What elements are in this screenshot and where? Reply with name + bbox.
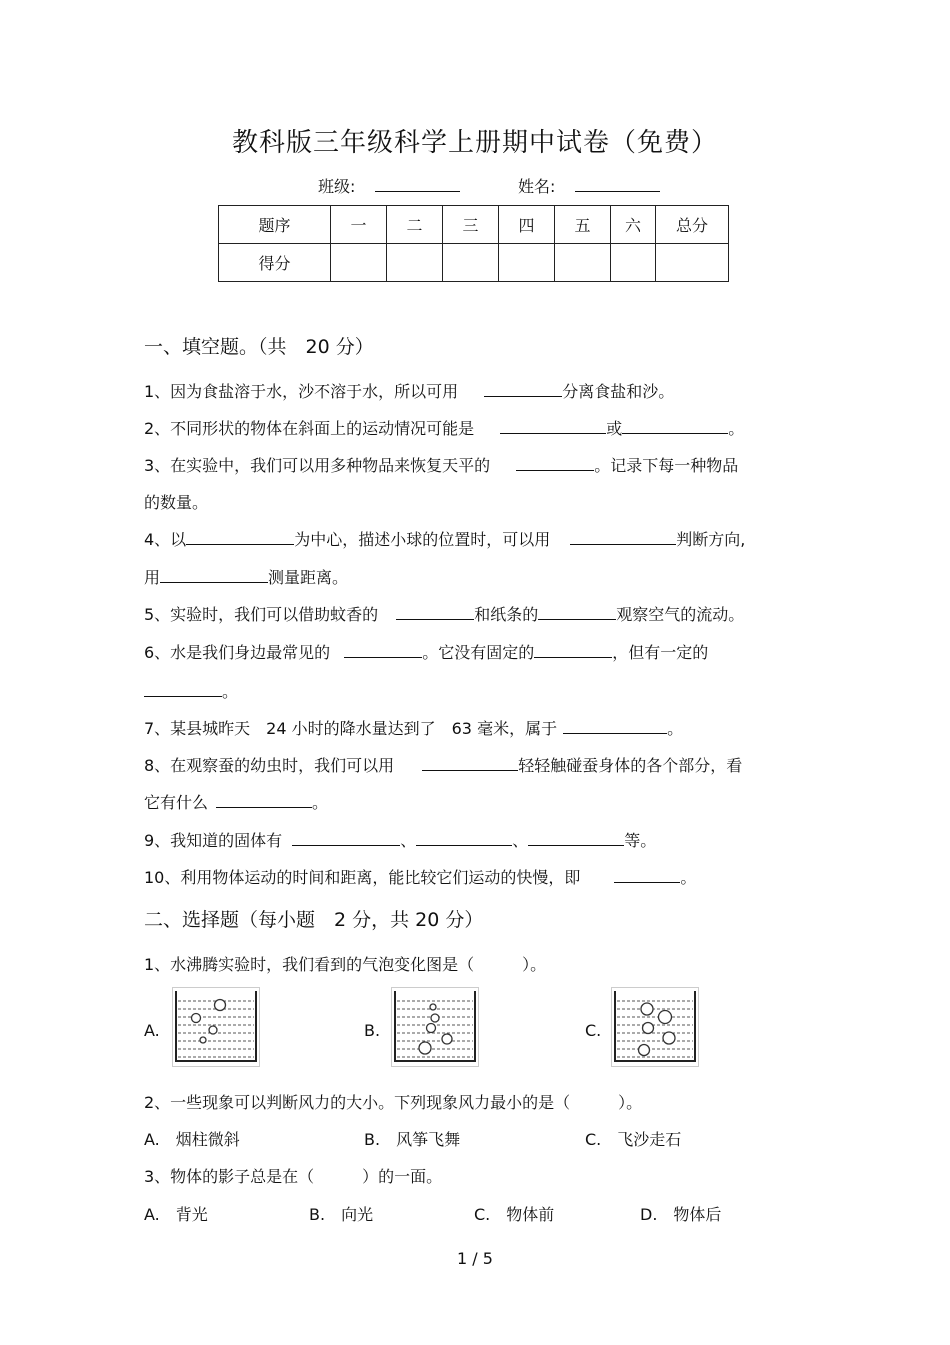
answer-blank[interactable] — [538, 605, 616, 620]
page-title: 教科版三年级科学上册期中试卷（免费） — [231, 128, 718, 158]
score-cell: 六 — [611, 206, 656, 244]
question-text: 、 — [400, 831, 417, 850]
score-table-score-row — [219, 244, 729, 282]
question-text: 用 — [144, 568, 161, 587]
question-text: 观察空气的流动。 — [616, 605, 745, 624]
question-text: 10、利用物体运动的时间和距离，能比较它们运动的快慢，即 — [144, 868, 581, 887]
question-text: 6、水是我们身边最常见的 — [144, 643, 331, 662]
answer-blank[interactable] — [396, 605, 474, 620]
question-text: 、 — [512, 831, 529, 850]
question-text: 5、实验时，我们可以借助蚊香的 — [144, 605, 379, 624]
answer-blank[interactable] — [216, 793, 312, 808]
s1-question-2 — [144, 416, 744, 439]
answer-blank[interactable] — [516, 456, 594, 471]
question-text: 轻轻触碰蚕身体的各个部分，看 — [518, 756, 743, 775]
beaker-a-image — [172, 987, 260, 1067]
answer-blank[interactable] — [622, 419, 728, 434]
answer-blank[interactable] — [422, 756, 518, 771]
s1-question-8 — [144, 753, 742, 776]
question-text: 。 — [680, 868, 697, 887]
option-b[interactable]: B. 风筝飞舞 — [364, 1130, 461, 1149]
score-input-cell[interactable] — [555, 244, 611, 282]
question-text: 。记录下每一种物品 — [594, 456, 739, 475]
question-text: 测量距离。 — [268, 568, 349, 587]
option-b-label[interactable]: B. — [364, 1021, 381, 1040]
score-input-cell[interactable] — [611, 244, 656, 282]
score-table — [218, 205, 729, 282]
s1-question-1 — [144, 379, 674, 402]
score-cell: 三 — [443, 206, 499, 244]
score-cell: 题序 — [219, 206, 331, 244]
question-text: 2、不同形状的物体在斜面上的运动情况可能是 — [144, 419, 475, 438]
answer-blank[interactable] — [484, 382, 562, 397]
answer-blank[interactable] — [160, 568, 268, 583]
question-text: 7、某县城昨天 24 小时的降水量达到了 63 毫米，属于 — [144, 719, 558, 738]
question-text: 分离食盐和沙。 — [562, 382, 675, 401]
score-cell: 总分 — [656, 206, 729, 244]
answer-blank[interactable] — [500, 419, 606, 434]
question-text: 或 — [606, 419, 623, 438]
option-a[interactable]: A. 烟柱微斜 — [144, 1130, 240, 1149]
s1-question-5 — [144, 602, 744, 625]
score-input-cell[interactable] — [443, 244, 499, 282]
question-text: 。 — [312, 793, 329, 812]
class-label: 班级: — [318, 177, 356, 196]
s1-question-3-cont: 的数量。 — [144, 493, 209, 512]
option-c[interactable]: C. 物体前 — [474, 1205, 555, 1224]
s1-question-3 — [144, 453, 738, 476]
page-number: 1 / 5 — [457, 1249, 493, 1268]
answer-blank[interactable] — [292, 831, 400, 846]
answer-blank[interactable] — [570, 530, 676, 545]
question-text: 。 — [667, 719, 684, 738]
option-d[interactable]: D. 物体后 — [640, 1205, 722, 1224]
score-input-cell[interactable] — [331, 244, 387, 282]
answer-blank[interactable] — [528, 831, 624, 846]
score-input-cell[interactable] — [387, 244, 443, 282]
answer-blank[interactable] — [344, 643, 422, 658]
option-a-label[interactable]: A. — [144, 1021, 160, 1040]
score-row-label: 得分 — [219, 244, 331, 282]
s1-question-8-cont — [144, 790, 328, 813]
answer-blank[interactable] — [186, 530, 294, 545]
question-text: 1、因为食盐溶于水，沙不溶于水，所以可用 — [144, 382, 459, 401]
beaker-b-image — [391, 987, 479, 1067]
s1-question-9 — [144, 828, 656, 851]
question-text: 。它没有固定的 — [422, 643, 535, 662]
s1-question-7 — [144, 716, 683, 739]
s2-question-3-stem: 3、物体的影子总是在（ ）的一面。 — [144, 1167, 443, 1186]
question-text: 判断方向, — [676, 530, 746, 549]
option-b[interactable]: B. 向光 — [309, 1205, 374, 1224]
question-text: 等。 — [624, 831, 657, 850]
s1-question-6-cont — [144, 679, 238, 702]
score-input-cell[interactable] — [499, 244, 555, 282]
answer-blank[interactable] — [614, 868, 680, 883]
question-text: 它有什么 — [144, 793, 209, 812]
question-text: 9、我知道的固体有 — [144, 831, 283, 850]
question-text: 。 — [222, 682, 239, 701]
score-cell: 四 — [499, 206, 555, 244]
option-a[interactable]: A. 背光 — [144, 1205, 208, 1224]
question-text: 和纸条的 — [474, 605, 539, 624]
s2-question-1-stem: 1、水沸腾实验时，我们看到的气泡变化图是（ ）。 — [144, 955, 547, 974]
name-field — [518, 174, 660, 197]
section2-heading: 二、选择题（每小题 2 分，共 20 分） — [144, 909, 484, 931]
question-text: 3、在实验中，我们可以用多种物品来恢复天平的 — [144, 456, 491, 475]
s1-question-10 — [144, 865, 696, 888]
question-text: ，但有一定的 — [612, 643, 709, 662]
question-text: 。 — [728, 419, 745, 438]
beaker-c-image — [611, 987, 699, 1067]
s1-question-4-cont — [144, 565, 348, 588]
answer-blank[interactable] — [534, 643, 612, 658]
s1-question-4 — [144, 527, 745, 550]
section1-heading: 一、填空题。（共 20 分） — [144, 336, 374, 358]
option-c-label[interactable]: C. — [585, 1021, 602, 1040]
answer-blank[interactable] — [416, 831, 512, 846]
name-label: 姓名: — [518, 177, 556, 196]
score-cell: 五 — [555, 206, 611, 244]
answer-blank[interactable] — [144, 682, 222, 697]
class-blank[interactable] — [375, 175, 460, 192]
s2-question-2-stem: 2、一些现象可以判断风力的大小。下列现象风力最小的是（ ）。 — [144, 1093, 643, 1112]
score-table-header-row — [219, 206, 729, 244]
question-text: 8、在观察蚕的幼虫时，我们可以用 — [144, 756, 395, 775]
score-cell: 二 — [387, 206, 443, 244]
class-field — [318, 174, 460, 197]
answer-blank[interactable] — [563, 719, 667, 734]
s1-question-6 — [144, 640, 708, 663]
name-blank[interactable] — [575, 175, 660, 192]
question-text: 4、以 — [144, 530, 187, 549]
score-cell: 一 — [331, 206, 387, 244]
question-text: 为中心，描述小球的位置时，可以用 — [294, 530, 551, 549]
option-c[interactable]: C. 飞沙走石 — [585, 1130, 682, 1149]
score-input-cell[interactable] — [656, 244, 729, 282]
